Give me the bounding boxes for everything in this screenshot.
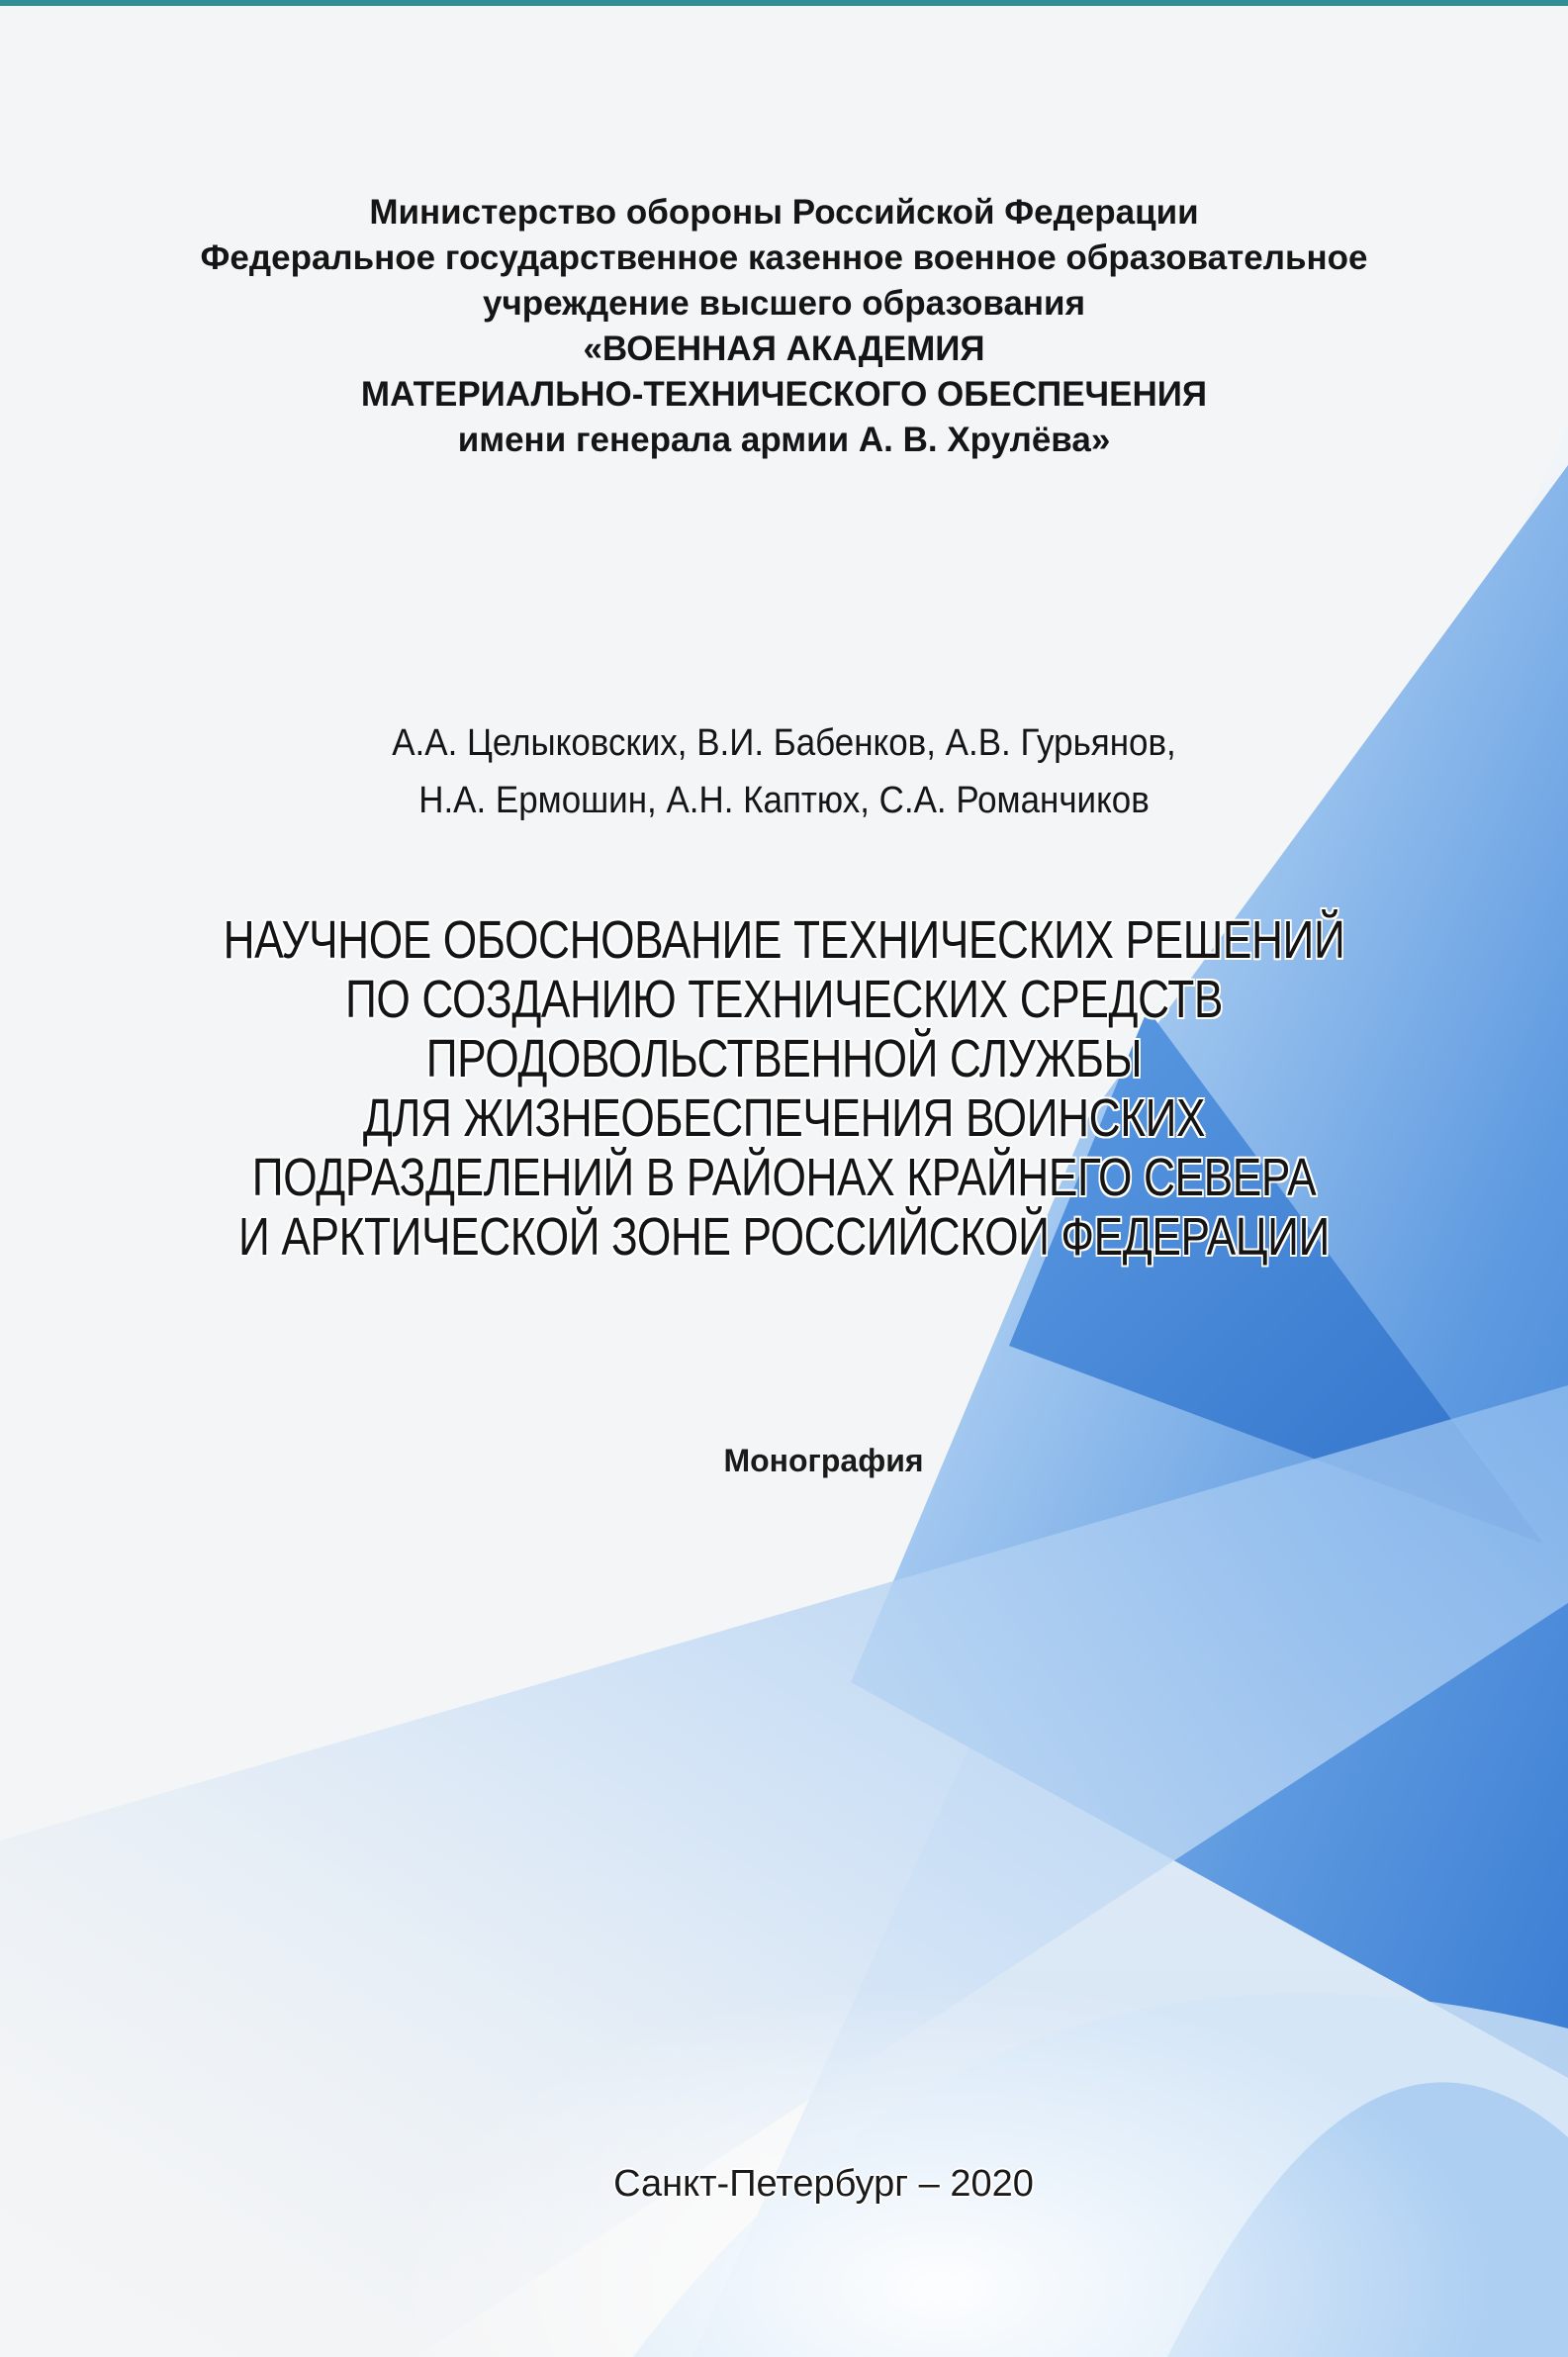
title-line: ПРОДОВОЛЬСТВЕННОЙ СЛУЖБЫ — [425, 1029, 1143, 1088]
title-line: НАУЧНОЕ ОБОСНОВАНИЕ ТЕХНИЧЕСКИХ РЕШЕНИЙ — [223, 910, 1345, 970]
title-line: ПО СОЗДАНИЮ ТЕХНИЧЕСКИХ СРЕДСТВ — [345, 970, 1223, 1029]
institution-line: учреждение высшего образования — [482, 284, 1085, 323]
authors-line: А.А. Целыковских, В.И. Бабенков, А.В. Гурьянов, — [392, 722, 1176, 764]
institution-line: имени генерала армии А. В. Хрулёва» — [457, 421, 1111, 459]
institution-line: Министерство обороны Российской Федерации — [369, 193, 1199, 232]
authors-line: Н.А. Ермошин, А.Н. Каптюх, С.А. Романчиков — [418, 780, 1150, 821]
title-line: ДЛЯ ЖИЗНЕОБЕСПЕЧЕНИЯ ВОИНСКИХ — [362, 1088, 1206, 1148]
institution-line: Федеральное государственное казенное военное образовательное — [200, 238, 1368, 277]
authors-block — [62, 714, 1505, 829]
institution-block — [0, 190, 1568, 463]
book-title — [141, 910, 1428, 1267]
institution-line: МАТЕРИАЛЬНО-ТЕХНИЧЕСКОГО ОБЕСПЕЧЕНИЯ — [360, 375, 1208, 414]
title-line: И АРКТИЧЕСКОЙ ЗОНЕ РОССИЙСКОЙ ФЕДЕРАЦИИ — [238, 1207, 1330, 1267]
institution-line: «ВОЕННАЯ АКАДЕМИЯ — [583, 330, 985, 368]
title-line: ПОДРАЗДЕЛЕНИЙ В РАЙОНАХ КРАЙНЕГО СЕВЕРА — [251, 1148, 1317, 1207]
imprint-city-year: Санкт-Петербург – 2020 — [613, 2163, 1034, 2205]
genre-label: Монография — [723, 1443, 924, 1478]
